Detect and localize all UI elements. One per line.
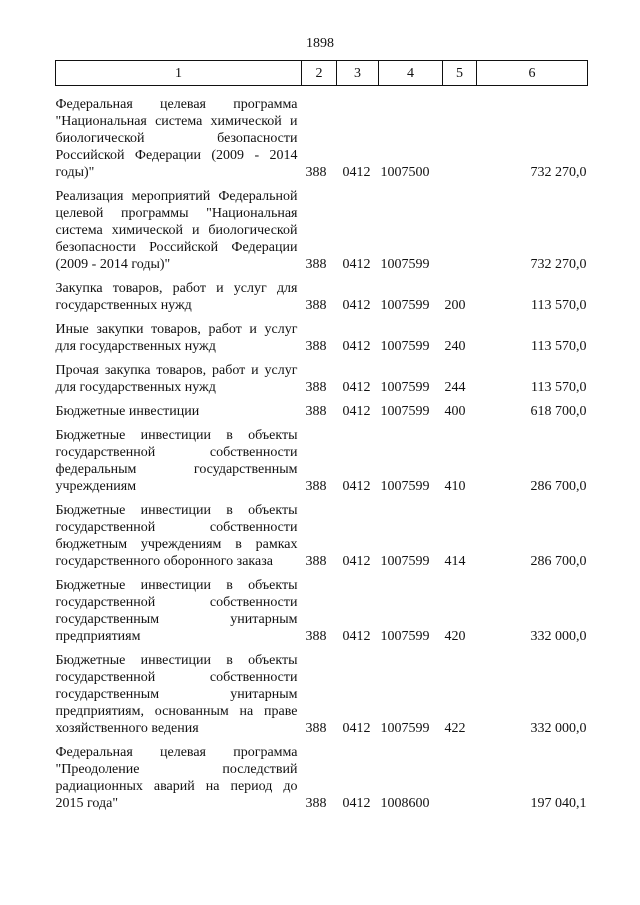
row-sum: 732 270,0 — [530, 257, 587, 272]
column-header-gr: 2 — [302, 61, 337, 86]
row-sum: 197 040,1 — [530, 796, 587, 811]
row-gr: 388 — [305, 404, 327, 419]
row-rz: 0412 — [342, 257, 371, 272]
table-row — [56, 86, 588, 189]
row-rz: 0412 — [342, 721, 371, 736]
row-rz: 0412 — [342, 404, 371, 419]
row-name: Бюджетные инвестиции в объекты государственной собственности государственным унитарным предприятиям, основанным на праве хозяйственного ведения — [55, 653, 298, 736]
table-row — [56, 652, 588, 744]
row-rz: 0412 — [342, 339, 371, 354]
row-rz: 0412 — [342, 479, 371, 494]
budget-table — [55, 60, 588, 819]
row-vr: 420 — [444, 629, 466, 644]
row-sum: 332 000,0 — [530, 721, 587, 736]
row-rz: 0412 — [342, 796, 371, 811]
row-gr: 388 — [305, 554, 327, 569]
row-vr: 410 — [444, 479, 466, 494]
row-cs: 1007599 — [380, 479, 430, 494]
table-row — [56, 362, 588, 403]
row-cs: 1007500 — [380, 165, 430, 180]
column-header-vr: 5 — [443, 61, 477, 86]
row-name: Федеральная целевая программа "Национальная система химической и биологической безопасности Российской Федерации (2009 - 2014 годы)" — [55, 97, 298, 180]
row-cs: 1007599 — [380, 554, 430, 569]
page-number: 1898 — [306, 36, 334, 51]
table-header — [56, 61, 588, 86]
column-header-cs: 4 — [379, 61, 443, 86]
row-vr: 422 — [444, 721, 466, 736]
row-vr: 244 — [444, 380, 466, 395]
row-vr: 240 — [444, 339, 466, 354]
row-vr — [443, 188, 477, 280]
table-body — [56, 86, 588, 820]
row-cs: 1007599 — [380, 339, 430, 354]
row-cs: 1007599 — [380, 298, 430, 313]
row-name: Бюджетные инвестиции в объекты государственной собственности федеральным государственным учреждениям — [55, 428, 298, 494]
column-header-rz: 3 — [337, 61, 379, 86]
row-sum: 113 570,0 — [531, 339, 587, 354]
row-gr: 388 — [305, 165, 327, 180]
row-gr: 388 — [305, 479, 327, 494]
row-vr — [443, 744, 477, 819]
row-name: Федеральная целевая программа "Преодоление последствий радиационных аварий на период до 2015 года" — [55, 745, 298, 811]
row-gr: 388 — [305, 257, 327, 272]
table-row — [56, 403, 588, 427]
column-header-sum: 6 — [477, 61, 588, 86]
row-cs: 1008600 — [380, 796, 430, 811]
row-vr — [443, 86, 477, 189]
row-cs: 1007599 — [380, 257, 430, 272]
column-header-name: 1 — [56, 61, 302, 86]
row-sum: 286 700,0 — [530, 479, 587, 494]
row-gr: 388 — [305, 629, 327, 644]
row-sum: 113 570,0 — [531, 380, 587, 395]
row-sum: 332 000,0 — [530, 629, 587, 644]
row-vr: 400 — [444, 404, 466, 419]
row-sum: 113 570,0 — [531, 298, 587, 313]
row-sum: 286 700,0 — [530, 554, 587, 569]
table-row — [56, 188, 588, 280]
table-row — [56, 744, 588, 819]
table-row — [56, 427, 588, 502]
row-rz: 0412 — [342, 165, 371, 180]
row-gr: 388 — [305, 796, 327, 811]
row-name: Иные закупки товаров, работ и услуг для государственных нужд — [55, 322, 298, 354]
row-rz: 0412 — [342, 629, 371, 644]
row-name: Закупка товаров, работ и услуг для государственных нужд — [55, 281, 298, 313]
row-sum: 618 700,0 — [530, 404, 587, 419]
row-rz: 0412 — [342, 298, 371, 313]
table-row — [56, 280, 588, 321]
row-gr: 388 — [305, 298, 327, 313]
row-name: Прочая закупка товаров, работ и услуг для государственных нужд — [55, 363, 298, 395]
row-cs: 1007599 — [380, 629, 430, 644]
row-sum: 732 270,0 — [530, 165, 587, 180]
table-row — [56, 321, 588, 362]
row-vr: 414 — [444, 554, 466, 569]
table-row — [56, 502, 588, 577]
row-rz: 0412 — [342, 554, 371, 569]
row-name: Бюджетные инвестиции — [55, 404, 200, 419]
row-name: Реализация мероприятий Федеральной целевой программы "Национальная система химической и биологической безопасности Российской Федерации (2009 - 2014 годы)" — [55, 189, 298, 272]
table-row — [56, 577, 588, 652]
row-gr: 388 — [305, 380, 327, 395]
row-gr: 388 — [305, 339, 327, 354]
row-gr: 388 — [305, 721, 327, 736]
row-cs: 1007599 — [380, 721, 430, 736]
row-rz: 0412 — [342, 380, 371, 395]
row-vr: 200 — [444, 298, 466, 313]
header-row — [56, 61, 588, 86]
row-cs: 1007599 — [380, 404, 430, 419]
row-name: Бюджетные инвестиции в объекты государственной собственности государственным унитарным предприятиям — [55, 578, 298, 644]
row-cs: 1007599 — [380, 380, 430, 395]
row-name: Бюджетные инвестиции в объекты государственной собственности бюджетным учреждениям в рамках государственного оборонного заказа — [55, 503, 298, 569]
